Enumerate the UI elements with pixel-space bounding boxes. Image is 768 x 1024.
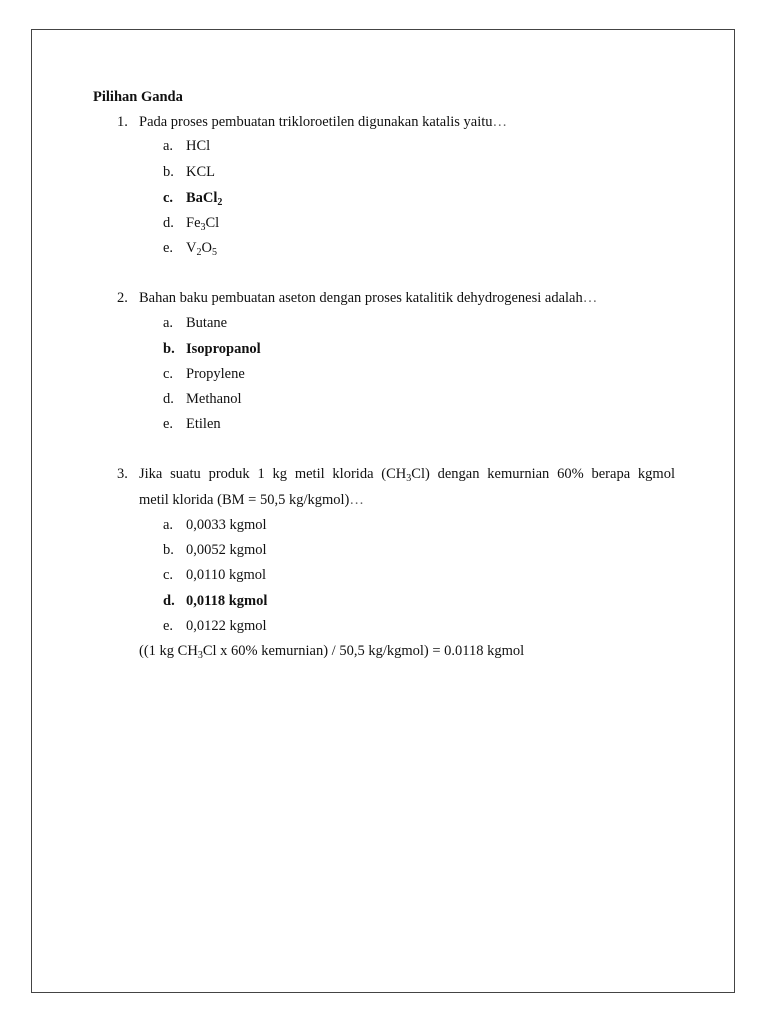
question-text: Bahan baku pembuatan aseton dengan proses katalitik dehydrogenesi adalah…: [139, 290, 599, 306]
option-letter: e.: [163, 618, 174, 634]
option-letter-correct: d.: [163, 593, 175, 609]
option-letter-correct: c.: [163, 190, 174, 206]
option-letter: a.: [163, 315, 174, 331]
option-text-correct: BaCl$_2$: [186, 190, 223, 208]
question-text-line-2: metil klorida (BM = 50,5 kg/kgmol)…: [139, 492, 365, 508]
question-text-line-1: Jika suatu produk 1 kg metil klorida $(CH_3Cl)$ dengan kemurnian 60% berapa kgmol: [139, 466, 675, 484]
option-letter: a.: [163, 138, 174, 154]
option-text: 0,0052 kgmol: [186, 542, 267, 558]
option-text: Propylene: [186, 366, 245, 382]
answer-explanation: ((1 kg $CH_3Cl$ x 60% kemurnian) / 50,5 kg/kgmol) = 0.0118 kgmol: [139, 643, 525, 661]
option-text: Etilen: [186, 416, 221, 432]
option-letter: a.: [163, 517, 174, 533]
option-letter: b.: [163, 542, 174, 558]
document-page: [31, 29, 735, 993]
option-letter: d.: [163, 391, 174, 407]
option-text: Methanol: [186, 391, 242, 407]
option-letter: c.: [163, 567, 174, 583]
option-text-correct: 0,0118 kgmol: [186, 593, 268, 609]
question-number: 1.: [117, 114, 128, 130]
option-text: HCl: [186, 138, 211, 154]
option-text: $V_2O_5$: [186, 240, 217, 258]
option-text: 0,0122 kgmol: [186, 618, 267, 634]
option-letter: b.: [163, 164, 174, 180]
option-text: 0,0110 kgmol: [186, 567, 267, 583]
option-letter: e.: [163, 416, 174, 432]
option-text: Butane: [186, 315, 228, 331]
question-text: Pada proses pembuatan trikloroetilen digunakan katalis yaitu…: [139, 114, 509, 130]
question-number: 2.: [117, 290, 128, 306]
option-letter-correct: b.: [163, 341, 175, 357]
option-letter: d.: [163, 215, 174, 231]
option-letter: e.: [163, 240, 174, 256]
section-heading: Pilihan Ganda: [93, 89, 183, 105]
question-number: 3.: [117, 466, 128, 482]
option-text: 0,0033 kgmol: [186, 517, 267, 533]
option-text: KCL: [186, 164, 215, 180]
option-text: $Fe_3Cl$: [186, 215, 220, 233]
option-text-correct: Isopropanol: [186, 341, 261, 357]
option-letter: c.: [163, 366, 174, 382]
